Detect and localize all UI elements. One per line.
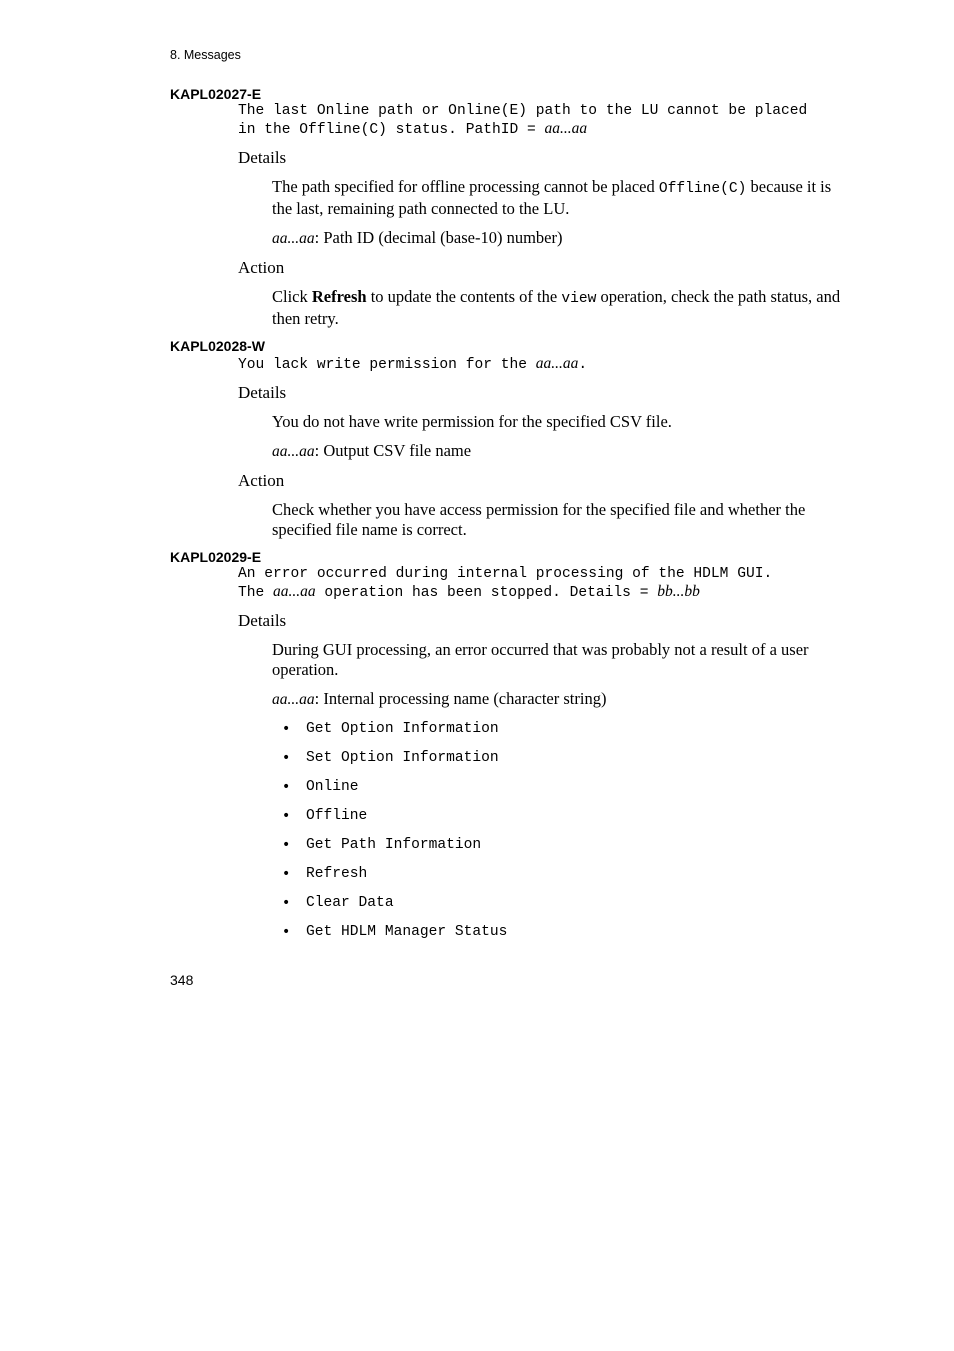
list-item: • Set Option Information [282, 750, 499, 766]
variable-description: aa...aa: Internal processing name (character string) [272, 689, 607, 708]
processing-name-list [282, 719, 850, 942]
list-item: • Get Option Information [282, 721, 499, 737]
code-text: view [561, 291, 597, 307]
list-item: • Clear Data [282, 895, 394, 911]
code-text: Offline(C) [658, 181, 747, 197]
page-content [170, 86, 850, 951]
bullet-icon: • [282, 837, 291, 853]
page-number: 348 [170, 972, 194, 988]
details-heading: Details [238, 383, 287, 402]
bullet-icon: • [282, 721, 291, 737]
details-heading: Details [238, 148, 287, 167]
variable: aa...aa [535, 355, 579, 372]
details-heading: Details [238, 611, 287, 630]
details-paragraph: You do not have write permission for the specified CSV file. [272, 412, 672, 431]
list-item: • Get Path Information [282, 837, 482, 853]
variable: aa...aa [273, 583, 316, 600]
message-id: KAPL02029-E [170, 549, 262, 565]
bullet-icon: • [282, 866, 291, 882]
list-item: • Refresh [282, 866, 368, 882]
details-paragraph: During GUI processing, an error occurred that was probably not a result of a user operation. [272, 640, 809, 679]
message-text [238, 103, 850, 139]
details-paragraph: The path specified for offline processing cannot be placed Offline(C) because it is the last, remaining path connected to the LU. [272, 177, 832, 218]
bullet-icon: • [282, 924, 291, 940]
variable: aa...aa [272, 443, 315, 460]
bold-term: Refresh [311, 287, 367, 306]
bullet-icon: • [282, 779, 291, 795]
action-paragraph: Click Refresh to update the contents of the view operation, check the path status, and then retry. [272, 287, 841, 328]
message-text: You lack write permission for the aa...aa. [238, 355, 588, 373]
running-header: 8. Messages [170, 48, 241, 62]
action-heading: Action [238, 471, 285, 490]
list-item: • Online [282, 779, 359, 795]
message-text: An error occurred during internal processing of the HDLM GUI. The aa...aa operation has been stopped. Details = bb...bb [238, 566, 773, 601]
bullet-icon: • [282, 895, 291, 911]
action-paragraph: Check whether you have access permission for the specified file and whether the specified file name is correct. [272, 500, 806, 539]
variable: aa...aa [544, 120, 588, 137]
variable: bb...bb [657, 583, 700, 600]
message-id: KAPL02028-W [170, 338, 265, 354]
variable: aa...aa [272, 691, 315, 708]
message-text-line: The last Online path or Online(E) path to the LU cannot be placed [238, 103, 808, 119]
variable-description: aa...aa: Output CSV file name [272, 441, 472, 460]
list-item: • Offline [282, 808, 368, 824]
message-text-line: in the Offline(C) status. PathID = [238, 122, 545, 138]
action-heading: Action [238, 258, 285, 277]
variable: aa...aa [272, 230, 315, 247]
bullet-icon: • [282, 808, 291, 824]
bullet-icon: • [282, 750, 291, 766]
list-item: • Get HDLM Manager Status [282, 924, 508, 940]
variable-description: aa...aa: Path ID (decimal (base-10) number) [272, 228, 563, 247]
message-id: KAPL02027-E [170, 86, 262, 102]
